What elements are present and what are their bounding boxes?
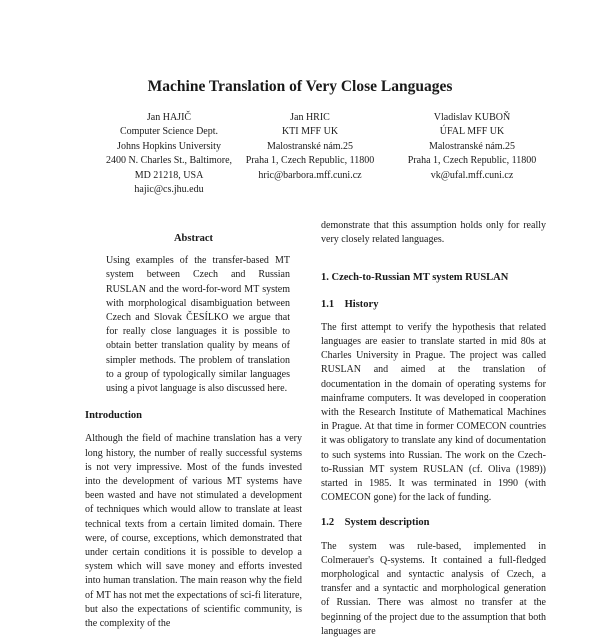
author-name: Vladislav KUBOŇ [433, 112, 511, 123]
left-column [85, 232, 302, 631]
author-email: hric@barbora.mff.cuni.cz [258, 169, 362, 181]
abstract-heading: Abstract [173, 233, 214, 244]
subsection-1-2-heading: 1.2 System description [321, 517, 430, 529]
introduction-heading: Introduction [85, 410, 142, 422]
subsection-1-1-text: The first attempt to verify the hypothesis that related languages are easier to translate started in mid 80s at Charles University in Prague. The project was called RUSLAN and aimed at the translation of documentation in the domain of operating systems for mainframe computers. It was developed in cooperation with the Research Institute of Mathematical Machines in Prague. At that time in former COMECON countries it was obligatory to translate any kind of documentation to such systems into Russian. The work on the Czech-to-Russian MT system RUSLAN (cf. Oliva (1989)) started in 1985. It was terminated in 1990 (with COMECON gone) for the lack of funding. [321, 321, 546, 504]
author-block-3 [397, 111, 547, 183]
right-column [321, 219, 546, 639]
author-block-2 [245, 111, 375, 183]
author-address: Praha 1, Czech Republic, 11800 [407, 155, 537, 167]
author-name: Jan HRIC [290, 112, 330, 123]
author-affiliation: KTI MFF UK [281, 126, 339, 138]
paper-title: Machine Translation of Very Close Languages [147, 78, 453, 95]
author-affiliation: Johns Hopkins University [117, 140, 221, 152]
author-name: Jan HAJIČ [146, 112, 192, 123]
author-address: Malostranské nám.25 [428, 140, 516, 152]
author-address: 2400 N. Charles St., Baltimore, [105, 155, 233, 167]
author-affiliation: ÚFAL MFF UK [439, 126, 505, 138]
section-1-heading: 1. Czech-to-Russian MT system RUSLAN [321, 272, 509, 284]
subsection-1-1-heading: 1.1 History [321, 298, 379, 310]
author-block-1 [104, 111, 234, 197]
author-email: vk@ufal.mff.cuni.cz [430, 169, 514, 181]
author-email: hajic@cs.jhu.edu [134, 184, 204, 196]
author-address: MD 21218, USA [134, 169, 204, 181]
subsection-1-2-text: The system was rule-based, implemented in Colmerauer's Q-systems. It contained a full-fledged morphological and syntactic analysis of Czech, a transfer and a syntactic and morphological generation of Russian. There was almost no transfer at the beginning of the project due to the assumption that both languages are [321, 540, 546, 637]
introduction-text: Although the field of machine translation has a very long history, the number of really successful systems is not very impressive. Most of the funds invested into the development of various MT systems have been wasted and have not stimulated a development of techniques which would allow to translate at least technical texts from a certain limited domain. There were, of course, exceptions, which demonstrated that under certain conditions it is possible to develop a system which will save money and efforts invested into human translation. The main reason why the field of MT has not met the expectations of sci-fi literature, but also the expectations of scientific community, is the complexity of the [85, 433, 302, 630]
continuation-text: demonstrate that this assumption holds only for really very closely related languages. [321, 220, 546, 246]
author-address: Praha 1, Czech Republic, 11800 [245, 155, 375, 167]
author-affiliation: Computer Science Dept. [119, 126, 219, 138]
author-address: Malostranské nám.25 [266, 140, 354, 152]
abstract-text: Using examples of the transfer-based MT system between Czech and Russian RUSLAN and the word-for-word MT system with morphological disambiguation between Czech and Slovak ČESÍLKO we argue that for really close languages it is possible to obtain better translation quality by means of simpler methods. The problem of translation to a group of typologically similar languages using a pivot language is also discussed here. [106, 255, 290, 395]
